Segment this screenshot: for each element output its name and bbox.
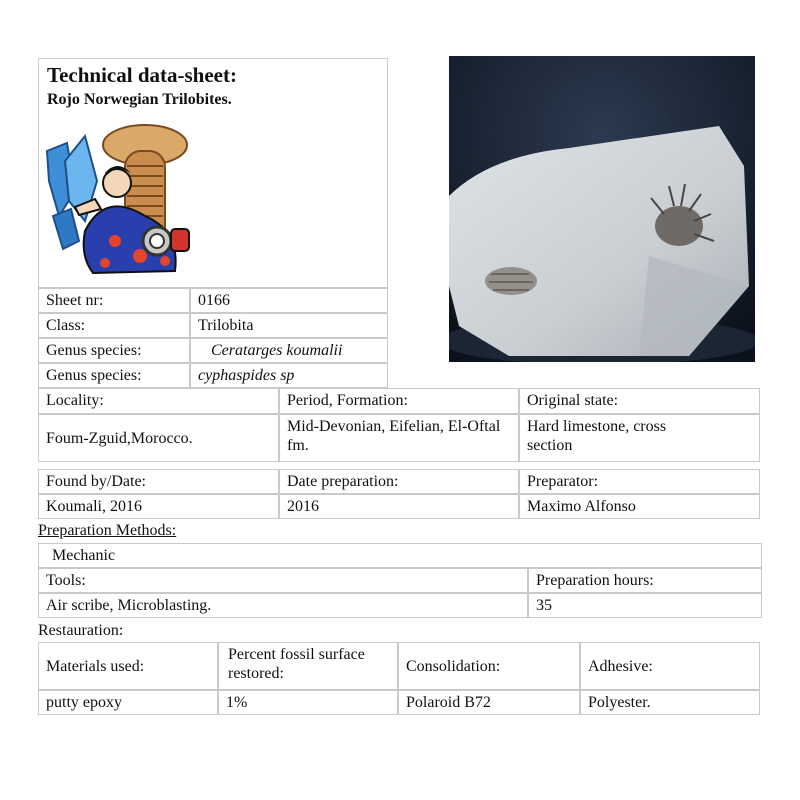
materials-used-label [38, 642, 218, 690]
locality-value [38, 414, 279, 462]
materials-used-label-text: Materials used: [46, 657, 145, 675]
preparation-hours-label: Preparation hours: [528, 568, 762, 593]
genus-species-label-2: Genus species: [38, 363, 190, 388]
preparation-methods-heading: Preparation Methods: [38, 522, 177, 539]
preparation-method-value: Mechanic [38, 543, 762, 568]
genus-species-value-2: cyphaspides sp [190, 363, 388, 388]
genus-species-label-1: Genus species: [38, 338, 190, 363]
class-label: Class: [38, 313, 190, 338]
sheet-number-value: 0166 [190, 288, 388, 313]
period-formation-label: Period, Formation: [279, 388, 519, 414]
locality-label: Locality: [38, 388, 279, 414]
tools-label: Tools: [38, 568, 528, 593]
tools-value: Air scribe, Microblasting. [38, 593, 528, 618]
original-state-value: Hard limestone, cross section [519, 414, 760, 462]
sheet-number-label: Sheet nr: [38, 288, 190, 313]
title-box [38, 58, 388, 288]
document-title: Technical data-sheet: [47, 63, 237, 87]
preparation-hours-value: 35 [528, 593, 762, 618]
found-by-label: Found by/Date: [38, 469, 279, 494]
trilobite-logo-illustration [45, 121, 195, 281]
restauration-heading: Restauration: [38, 622, 124, 639]
consolidation-label-text: Consolidation: [406, 657, 501, 675]
preparator-label: Preparator: [519, 469, 760, 494]
class-value: Trilobita [190, 313, 388, 338]
document-subtitle: Rojo Norwegian Trilobites. [47, 91, 232, 108]
consolidation-value: Polaroid B72 [398, 690, 580, 715]
adhesive-label [580, 642, 760, 690]
adhesive-label-text: Adhesive: [588, 657, 653, 675]
found-by-value: Koumali, 2016 [38, 494, 279, 519]
percent-restored-value: 1% [218, 690, 398, 715]
original-state-label: Original state: [519, 388, 760, 414]
locality-value-text: Foum-Zguid,Morocco. [46, 429, 193, 447]
date-preparation-label: Date preparation: [279, 469, 519, 494]
preparator-value: Maximo Alfonso [519, 494, 760, 519]
adhesive-value: Polyester. [580, 690, 760, 715]
genus-species-value-1: Ceratarges koumalii [190, 338, 388, 363]
date-preparation-value: 2016 [279, 494, 519, 519]
fossil-photo [449, 56, 755, 362]
percent-restored-label: Percent fossil surface restored: [218, 642, 398, 690]
consolidation-label [398, 642, 580, 690]
period-formation-value: Mid-Devonian, Eifelian, El-Oftal fm. [279, 414, 519, 462]
materials-used-value: putty epoxy [38, 690, 218, 715]
